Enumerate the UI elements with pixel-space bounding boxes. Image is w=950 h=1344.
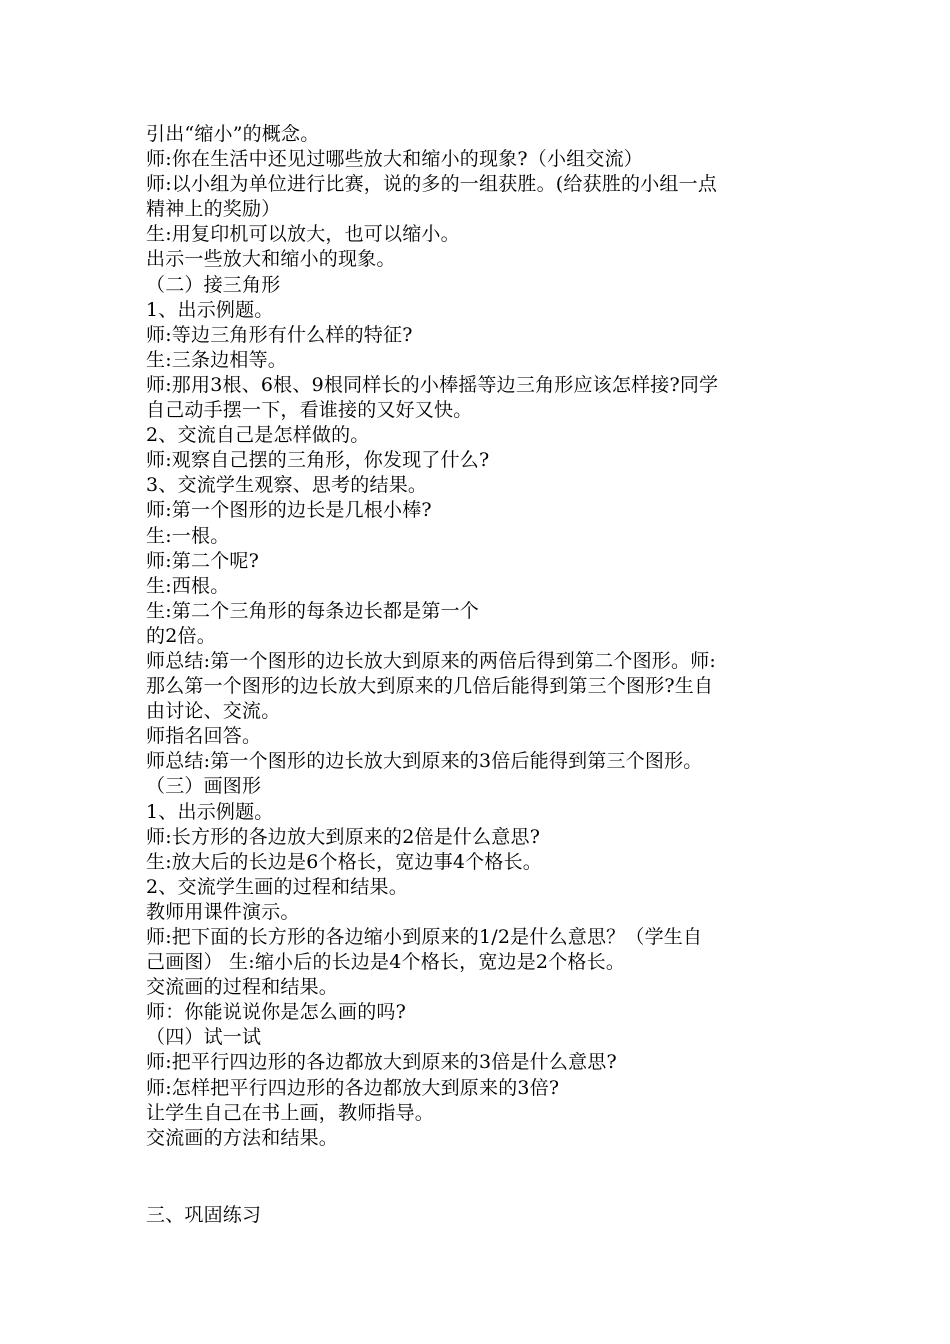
text-line: 师:那用3根、6根、9根同样长的小棒摇等边三角形应该怎样接?同学 <box>146 373 719 396</box>
section-heading: 三、巩固练习 <box>146 1203 262 1226</box>
text-line: 让学生自己在书上画，教师指导。 <box>146 1101 435 1124</box>
text-line: 生:用复印机可以放大，也可以缩小。 <box>146 223 460 246</box>
text-line: 生:一根。 <box>146 524 230 547</box>
subsection-heading: （二）接三角形 <box>146 273 281 296</box>
text-line: 1、出示例题。 <box>146 298 274 321</box>
section-spacer <box>146 1151 816 1203</box>
text-line: 师总结:第一个图形的边长放大到原来的两倍后得到第二个图形。师: <box>146 649 717 672</box>
text-line: 交流画的过程和结果。 <box>146 976 339 999</box>
text-line: 的2倍。 <box>146 624 216 647</box>
document-body <box>146 122 816 1228</box>
text-line: 师:观察自己摆的三角形，你发现了什么? <box>146 449 490 472</box>
text-line: 师:以小组为单位进行比赛，说的多的一组获胜。(给获胜的小组一点 <box>146 173 718 196</box>
text-line: 1、出示例题。 <box>146 800 274 823</box>
text-line: 师:把下面的长方形的各边缩小到原来的1/2是什么意思？（学生自 <box>146 926 703 948</box>
text-line: 己画图） 生:缩小后的长边是4个格长，宽边是2个格长。 <box>146 951 626 974</box>
text-line: 师:等边三角形有什么样的特征? <box>146 323 413 346</box>
text-line: 自己动手摆一下，看谁接的又好又快。 <box>146 399 473 422</box>
text-line: 精神上的奖励） <box>146 198 281 221</box>
text-line: 师:第一个图形的边长是几根小棒? <box>146 499 432 522</box>
text-line: 师:怎样把平行四边形的各边都放大到原来的3倍? <box>146 1076 560 1099</box>
text-line: 生:放大后的长边是6个格长，宽边事4个格长。 <box>146 850 542 873</box>
text-line: 引出“缩小”的概念。 <box>146 123 320 145</box>
text-line: 出示一些放大和缩小的现象。 <box>146 248 396 271</box>
text-line: 师:你在生活中还见过哪些放大和缩小的现象?（小组交流） <box>146 148 643 171</box>
subsection-heading: （三）画图形 <box>146 775 262 798</box>
text-line: 师:长方形的各边放大到原来的2倍是什么意思? <box>146 825 541 848</box>
text-line: 交流画的方法和结果。 <box>146 1126 339 1149</box>
text-line: 师:第二个呢? <box>146 549 259 572</box>
text-line: 师：你能说说你是怎么画的吗? <box>146 1001 406 1024</box>
text-line: 2、交流学生画的过程和结果。 <box>146 875 408 898</box>
text-line: 师指名回答。 <box>146 725 262 748</box>
text-line: 那么第一个图形的边长放大到原来的几倍后能得到第三个图形?生自 <box>146 675 714 698</box>
text-line: 教师用课件演示。 <box>146 900 300 923</box>
text-line: 生:三条边相等。 <box>146 348 288 371</box>
text-line: 3、交流学生观察、思考的结果。 <box>146 474 428 497</box>
text-line: 由讨论、交流。 <box>146 700 281 723</box>
text-line: 2、交流自己是怎样做的。 <box>146 424 370 447</box>
subsection-heading: （四）试一试 <box>146 1026 262 1049</box>
text-line: 生:西根。 <box>146 574 230 597</box>
text-line: 师总结:第一个图形的边长放大到原来的3倍后能得到第三个图形。 <box>146 750 703 773</box>
text-line: 生:第二个三角形的每条边长都是第一个 <box>146 599 480 622</box>
text-line: 师:把平行四边形的各边都放大到原来的3倍是什么意思? <box>146 1051 617 1074</box>
